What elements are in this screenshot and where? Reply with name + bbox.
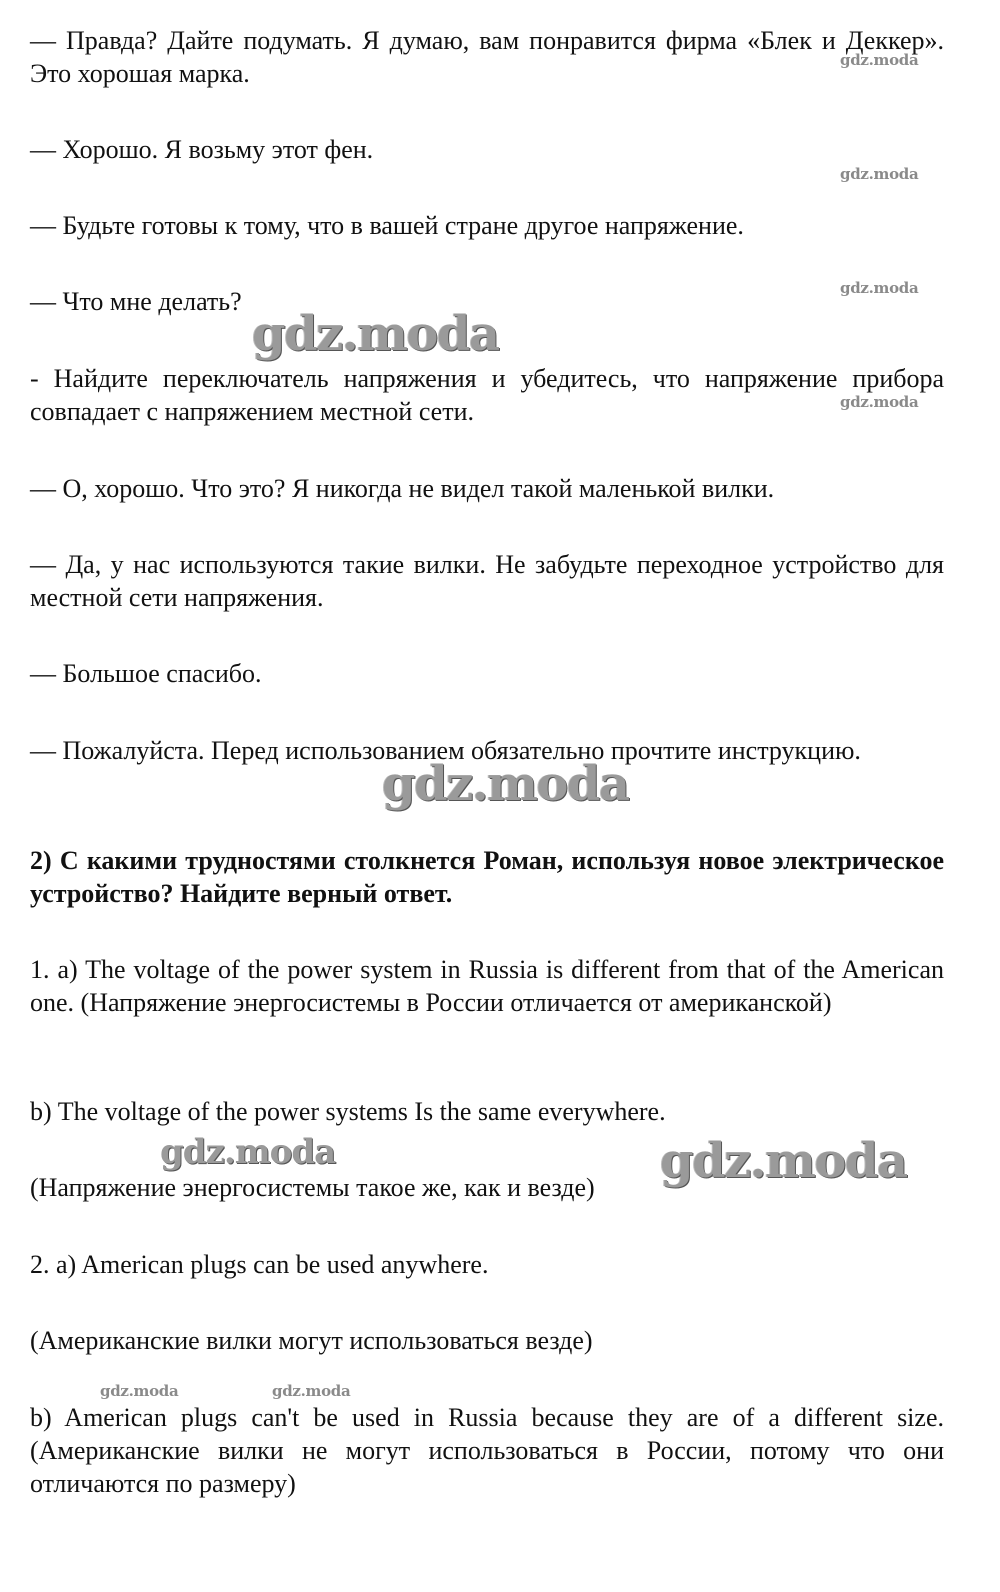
dialogue-line: — Пожалуйста. Перед использованием обязательно прочтите инструкцию.	[30, 736, 861, 765]
answer-translation: (Напряжение энергосистемы такое же, как и везде)	[30, 1173, 595, 1202]
dialogue-line: - Найдите переключатель напряжения и убедитесь, что напряжение прибора совпадает с напряжением местной сети.	[30, 364, 944, 426]
question-heading: 2) С какими трудностями столкнется Роман, используя новое электрическое устройство? Найдите верный ответ.	[30, 846, 944, 908]
dialogue-line: — Большое спасибо.	[30, 659, 262, 688]
answer-option: 2. a) American plugs can be used anywhere.	[30, 1250, 489, 1279]
answer-translation: (Американские вилки могут использоваться везде)	[30, 1326, 593, 1355]
watermark-small: gdz.moda	[272, 1382, 351, 1400]
watermark-small: gdz.moda	[840, 165, 919, 183]
dialogue-line: — Да, у нас используются такие вилки. Не забудьте переходное устройство для местной сети напряжения.	[30, 550, 944, 612]
dialogue-line: — Будьте готовы к тому, что в вашей стране другое напряжение.	[30, 211, 744, 240]
watermark-large: gdz.moda	[660, 1133, 907, 1189]
dialogue-line: — Что мне делать?	[30, 287, 242, 316]
watermark-small: gdz.moda	[840, 51, 919, 69]
answer-option: b) The voltage of the power systems Is the same everywhere.	[30, 1097, 666, 1126]
watermark-small: gdz.moda	[840, 279, 919, 297]
answer-option: 1. a) The voltage of the power system in Russia is different from that of the American one. (Напряжение энергосистемы в России отличается от американской)	[30, 955, 944, 1017]
watermark-large: gdz.moda	[252, 306, 499, 362]
watermark-large: gdz.moda	[382, 756, 629, 812]
answer-option: b) American plugs can't be used in Russia because they are of a different size. (Американские вилки не могут использоваться в России, потому что они отличаются по размеру)	[30, 1403, 944, 1498]
dialogue-line: — Правда? Дайте подумать. Я думаю, вам понравится фирма «Блек и Деккер». Это хорошая марка.	[30, 26, 944, 88]
dialogue-line: — Хорошо. Я возьму этот фен.	[30, 135, 374, 164]
watermark-medium: gdz.moda	[160, 1132, 336, 1172]
watermark-small: gdz.moda	[100, 1382, 179, 1400]
watermark-small: gdz.moda	[840, 393, 919, 411]
dialogue-line: — О, хорошо. Что это? Я никогда не видел такой маленькой вилки.	[30, 474, 775, 503]
